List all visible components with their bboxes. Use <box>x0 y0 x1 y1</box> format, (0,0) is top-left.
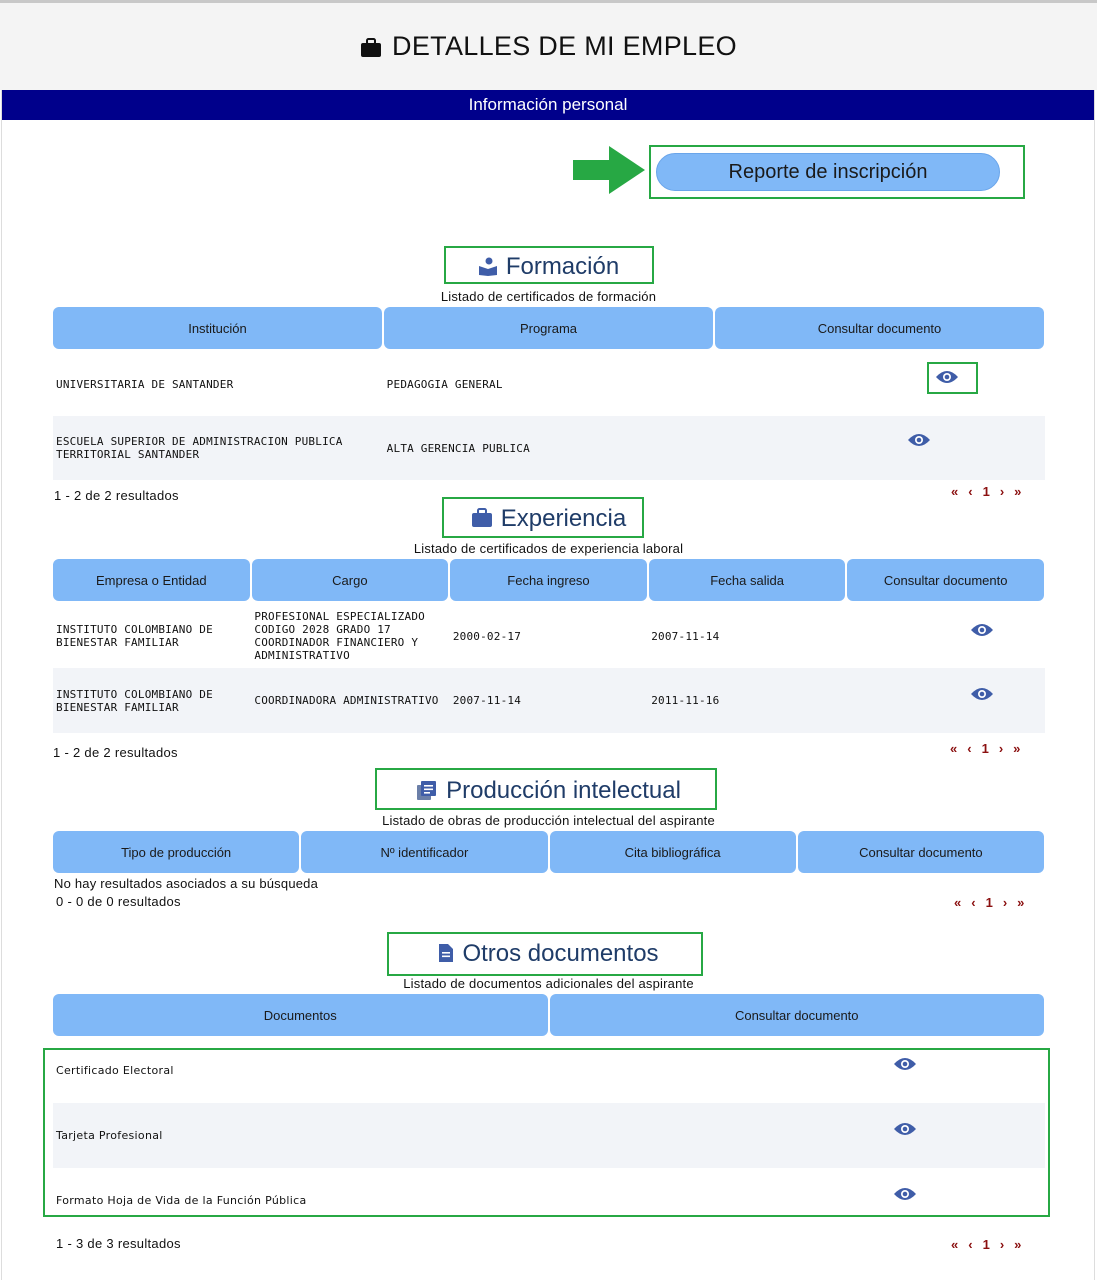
cell-empresa: INSTITUTO COLOMBIANO DE BIENESTAR FAMILIAR <box>56 623 213 649</box>
otros-table-header <box>53 994 1044 1036</box>
th-fecha-salida[interactable]: Fecha salida <box>649 559 846 601</box>
otros-title-text: Otros documentos <box>462 940 659 967</box>
pager-next[interactable]: › <box>1002 895 1008 910</box>
th-programa[interactable]: Programa <box>384 307 713 349</box>
cell-programa: ALTA GERENCIA PUBLICA <box>386 441 530 455</box>
experiencia-pager <box>950 741 1020 756</box>
th-consultar[interactable]: Consultar documento <box>715 307 1044 349</box>
pager-next[interactable]: › <box>998 741 1004 756</box>
formacion-title <box>0 253 1097 283</box>
pager-last[interactable]: » <box>1017 895 1025 910</box>
table-row <box>53 668 1045 733</box>
briefcase-icon <box>360 34 382 65</box>
arrow-right-icon <box>573 146 645 199</box>
cell-fecha-salida: 2011-11-16 <box>651 694 720 707</box>
cell-documento: Certificado Electoral <box>56 1064 174 1077</box>
pager-first[interactable]: « <box>954 895 962 910</box>
th-empresa[interactable]: Empresa o Entidad <box>53 559 250 601</box>
cell-fecha-salida: 2007-11-14 <box>651 629 720 643</box>
cell-fecha-ingreso: 2000-02-17 <box>452 629 522 643</box>
briefcase-icon <box>471 507 493 535</box>
produccion-title <box>0 777 1097 807</box>
pager-prev[interactable]: ‹ <box>971 895 976 910</box>
cell-cargo: PROFESIONAL ESPECIALIZADO CODIGO 2028 GRADO 17 COORDINADOR FINANCIERO Y ADMINISTRATIVO <box>254 610 425 662</box>
formacion-pager <box>951 484 1021 499</box>
pager-last[interactable]: » <box>1013 741 1021 756</box>
otros-title <box>0 940 1097 970</box>
cell-consultar <box>714 439 1045 458</box>
table-row <box>53 416 1045 480</box>
cell-institucion: UNIVERSITARIA DE SANTANDER <box>56 377 234 391</box>
th-consultar[interactable]: Consultar documento <box>847 559 1044 601</box>
pager-current[interactable]: 1 <box>982 1237 990 1252</box>
table-row <box>53 352 1045 416</box>
reader-icon <box>478 255 498 283</box>
eye-icon[interactable] <box>970 686 994 705</box>
pager-next[interactable]: › <box>999 1237 1005 1252</box>
page-header <box>0 0 1097 90</box>
cell-consultar <box>847 627 1045 646</box>
produccion-subtitle: Listado de obras de producción intelectual del aspirante <box>382 813 715 828</box>
produccion-title-text: Producción intelectual <box>446 777 681 804</box>
file-icon <box>438 942 454 970</box>
highlight-otros-rows <box>43 1048 1050 1217</box>
formacion-table-header <box>53 307 1044 349</box>
cell-institucion: ESCUELA SUPERIOR DE ADMINISTRACION PUBLICA TERRITORIAL SANTANDER <box>56 435 343 461</box>
cell-cargo: COORDINADORA ADMINISTRATIVO <box>254 694 439 707</box>
cell-consultar <box>847 691 1045 710</box>
cell-documento: Formato Hoja de Vida de la Función Pública <box>56 1194 307 1207</box>
th-cargo[interactable]: Cargo <box>252 559 449 601</box>
pager-prev[interactable]: ‹ <box>967 741 972 756</box>
experiencia-subtitle: Listado de certificados de experiencia laboral <box>413 541 684 556</box>
empty-message: No hay resultados asociados a su búsqueda <box>54 876 319 891</box>
otros-pager <box>951 1237 1021 1252</box>
pager-first[interactable]: « <box>950 741 958 756</box>
eye-icon[interactable] <box>935 369 959 390</box>
formacion-subtitle: Listado de certificados de formación <box>440 289 657 304</box>
formacion-title-text: Formación <box>505 253 620 280</box>
formacion-count: 1 - 2 de 2 resultados <box>54 488 179 503</box>
eye-icon[interactable] <box>907 432 931 451</box>
th-tipo-produccion[interactable]: Tipo de producción <box>53 831 299 873</box>
th-consultar[interactable]: Consultar documento <box>798 831 1044 873</box>
eye-icon[interactable] <box>970 622 994 641</box>
pager-prev[interactable]: ‹ <box>968 484 973 499</box>
th-identificador[interactable]: Nº identificador <box>301 831 547 873</box>
cell-documento: Tarjeta Profesional <box>56 1129 163 1142</box>
documents-icon <box>416 779 438 807</box>
experiencia-count: 1 - 2 de 2 resultados <box>53 745 178 760</box>
experiencia-title <box>0 505 1097 535</box>
pager-prev[interactable]: ‹ <box>968 1237 973 1252</box>
th-consultar[interactable]: Consultar documento <box>550 994 1045 1036</box>
th-documentos[interactable]: Documentos <box>53 994 548 1036</box>
cell-fecha-ingreso: 2007-11-14 <box>452 694 522 707</box>
table-row <box>53 604 1045 668</box>
cell-empresa: INSTITUTO COLOMBIANO DE BIENESTAR FAMILIAR <box>56 687 213 714</box>
otros-count: 1 - 3 de 3 resultados <box>56 1236 181 1251</box>
pager-first[interactable]: « <box>951 1237 959 1252</box>
experiencia-table-header <box>53 559 1044 601</box>
pager-next[interactable]: › <box>999 484 1005 499</box>
pager-current[interactable]: 1 <box>982 484 990 499</box>
experiencia-title-text: Experiencia <box>500 505 627 532</box>
section-bar-personal: Información personal <box>2 90 1094 120</box>
produccion-pager <box>954 895 1024 910</box>
th-cita[interactable]: Cita bibliográfica <box>550 831 796 873</box>
produccion-table-header <box>53 831 1044 873</box>
report-button[interactable]: Reporte de inscripción <box>656 153 1000 191</box>
cell-programa: PEDAGOGIA GENERAL <box>386 377 503 391</box>
th-institucion[interactable]: Institución <box>53 307 382 349</box>
th-fecha-ingreso[interactable]: Fecha ingreso <box>450 559 647 601</box>
pager-last[interactable]: » <box>1014 1237 1022 1252</box>
page-title <box>0 31 1097 65</box>
pager-first[interactable]: « <box>951 484 959 499</box>
pager-current[interactable]: 1 <box>981 741 989 756</box>
otros-subtitle: Listado de documentos adicionales del aspirante <box>403 976 694 991</box>
produccion-count: 0 - 0 de 0 resultados <box>56 894 181 909</box>
pager-current[interactable]: 1 <box>985 895 993 910</box>
page-title-text: DETALLES DE MI EMPLEO <box>392 31 737 61</box>
pager-last[interactable]: » <box>1014 484 1022 499</box>
